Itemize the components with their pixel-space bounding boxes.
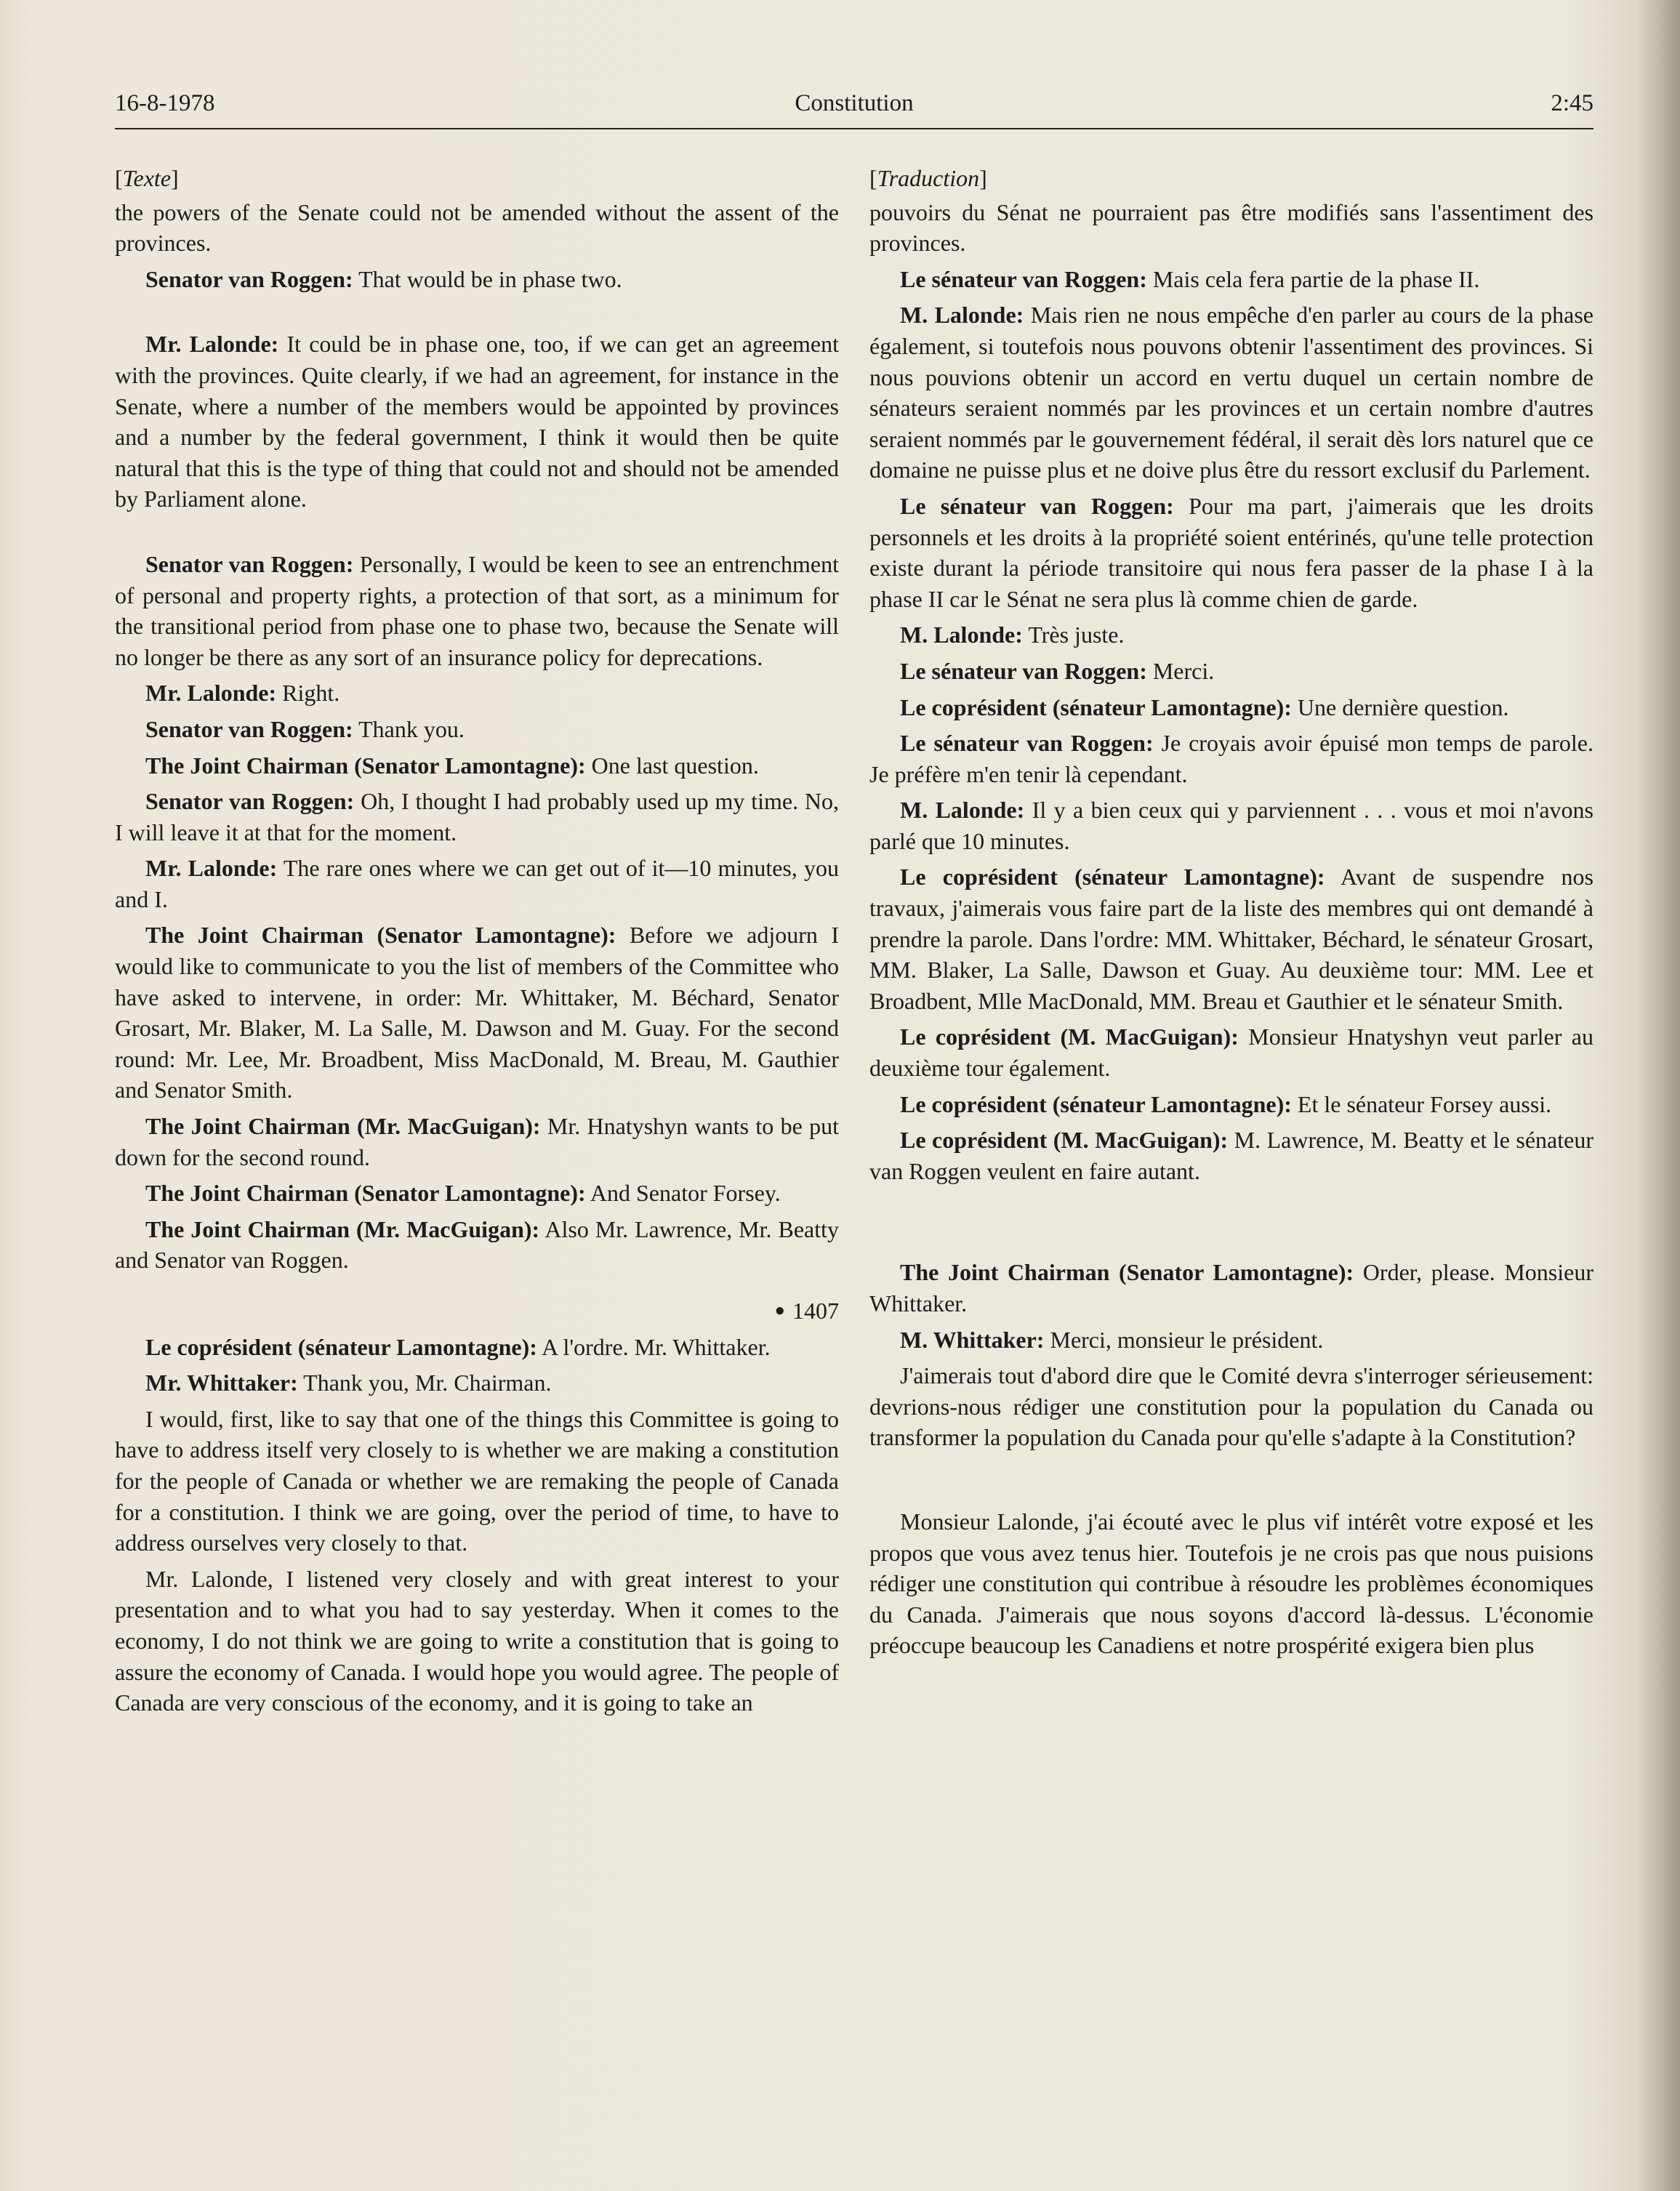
bullet-icon: ● bbox=[774, 1301, 785, 1320]
paragraph bbox=[869, 1089, 1593, 1120]
paragraph bbox=[869, 861, 1593, 1016]
speaker: The Joint Chairman (Senator Lamontagne): bbox=[145, 752, 586, 779]
speaker: The Joint Chairman (Mr. MacGuigan): bbox=[145, 1113, 541, 1140]
paragraph bbox=[115, 549, 839, 672]
speaker: Le coprésident (sénateur Lamontagne): bbox=[900, 864, 1325, 891]
right-column bbox=[869, 163, 1593, 1666]
speech: That would be in phase two. bbox=[353, 265, 622, 292]
speaker: M. Whittaker: bbox=[900, 1326, 1045, 1353]
paragraph bbox=[869, 692, 1593, 723]
paragraph bbox=[115, 1214, 839, 1276]
speech: Mais rien ne nous empêche d'en parler au cours de la phase également, si toutefois nous pouvons obtenir l'assentiment des provinces. Si nous pouvions obtenir un accord en vertu duquel un certain nombre de sénateurs seraient nommés par les provinces et un certain nombre d'autres seraient nommés par le gouvernement fédéral, il serait dès lors naturel que ce domaine ne puisse plus et ne doive plus être du ressort exclusif du Parlement. bbox=[869, 302, 1594, 483]
speaker: M. Lalonde: bbox=[900, 302, 1024, 329]
paragraph bbox=[869, 1257, 1593, 1319]
header-page-number: 2:45 bbox=[1551, 90, 1593, 116]
speech: One last question. bbox=[585, 752, 759, 779]
speech: Monsieur Hnatyshyn veut parler au deuxième tour également. bbox=[869, 1024, 1594, 1082]
paragraph: Mr. Lalonde, I listened very closely and with great interest to your presentation and to what you had to say yesterday. When it comes to the economy, I do not think we are going to write a constitution that is going to assure the economy of Canada. I would hope you would agree. The people of Canada are very conscious of the economy, and it is going to take an bbox=[115, 1565, 839, 1716]
speaker: Senator van Roggen: bbox=[145, 715, 353, 742]
header-title: Constitution bbox=[795, 90, 914, 116]
speaker: Le coprésident (sénateur Lamontagne): bbox=[145, 1333, 537, 1360]
paragraph bbox=[115, 714, 839, 745]
paragraph bbox=[115, 920, 839, 1106]
header-date: 16-8-1978 bbox=[115, 90, 215, 116]
speaker: Le coprésident (M. MacGuigan): bbox=[900, 1024, 1239, 1050]
speaker: The Joint Chairman (Senator Lamontagne): bbox=[145, 922, 616, 949]
paragraph bbox=[869, 619, 1593, 651]
speaker: Le sénateur van Roggen: bbox=[900, 730, 1154, 757]
speaker: Le coprésident (sénateur Lamontagne): bbox=[900, 1090, 1292, 1117]
speech: Avant de suspendre nos travaux, j'aimerais vous faire part de la liste des membres qui ont demandé à prendre la parole. Dans l'ordre: MM. Whittaker, Béchard, le sénateur Grosart, MM. Blaker, La Salle, Dawson et Guay. Au deuxième tour: MM. Lee et Broadbent, Mlle MacDonald, MM. Breau et Gauthier et le sénateur Smith. bbox=[869, 864, 1594, 1014]
speaker: Le coprésident (M. MacGuigan): bbox=[900, 1127, 1229, 1154]
speaker: Mr. Lalonde: bbox=[145, 331, 279, 358]
speech: Before we adjourn I would like to communicate to you the list of members of the Committee who have asked to intervene, in order: Mr. Whittaker, M. Béchard, Senator Grosart, Mr. Blaker, M. La Salle, M. Dawson and M. Guay. For the second round: Mr. Lee, Mr. Broadbent, Miss MacDonald, M. Breau, M. Gauthier and Senator Smith. bbox=[115, 922, 840, 1103]
paragraph: I would, first, like to say that one of the things this Committee is going to have to address itself very closely to is whether we are making a constitution for the people of Canada or whether we are remaking the people of Canada for a constitution. I think we are going, over the period of time, to have to address ourselves very closely to that. bbox=[115, 1405, 839, 1556]
speaker: Mr. Whittaker: bbox=[145, 1370, 298, 1396]
section-label-text: Traduction bbox=[877, 165, 980, 191]
speaker: Le sénateur van Roggen: bbox=[900, 657, 1147, 684]
speech: The rare ones where we can get out of it—10 minutes, you and I. bbox=[115, 855, 840, 912]
speech: M. Lawrence, M. Beatty et le sénateur van Roggen veulent en faire autant. bbox=[869, 1127, 1594, 1184]
paragraph bbox=[115, 678, 839, 709]
speaker: Le sénateur van Roggen: bbox=[900, 265, 1147, 292]
time-marker bbox=[115, 1295, 839, 1327]
speech: Mr. Hnatyshyn wants to be put down for the second round. bbox=[115, 1113, 840, 1170]
speaker: Senator van Roggen: bbox=[145, 265, 353, 292]
speaker: Senator van Roggen: bbox=[145, 550, 354, 577]
running-header bbox=[115, 87, 1593, 129]
speech: Also Mr. Lawrence, Mr. Beatty and Senator van Roggen. bbox=[115, 1215, 840, 1274]
paragraph bbox=[869, 299, 1593, 486]
speech: Personally, I would be keen to see an entrenchment of personal and property rights, a protection of that sort, as a minimum for the transitional period from phase one to phase two, because the Senate will no longer be there as any sort of an insurance policy for deprecations. bbox=[115, 550, 840, 670]
paragraph bbox=[115, 1367, 839, 1399]
paragraph bbox=[115, 1111, 839, 1173]
speech: Mais cela fera partie de la phase II. bbox=[1146, 265, 1480, 292]
paragraph bbox=[115, 786, 839, 848]
speaker: The Joint Chairman (Senator Lamontagne): bbox=[900, 1259, 1354, 1286]
speaker: The Joint Chairman (Senator Lamontagne): bbox=[145, 1180, 586, 1207]
speech: Right. bbox=[276, 680, 340, 707]
speech: Thank you, Mr. Chairman. bbox=[297, 1370, 552, 1396]
paragraph bbox=[115, 329, 839, 515]
speaker: Mr. Lalonde: bbox=[145, 680, 277, 707]
speech: Il y a bien ceux qui y parviennent . . . vous et moi n'avons parlé que 10 minutes. bbox=[869, 797, 1594, 854]
paragraph bbox=[869, 1021, 1593, 1083]
speech: Et le sénateur Forsey aussi. bbox=[1291, 1090, 1552, 1117]
speaker: Le coprésident (sénateur Lamontagne): bbox=[900, 694, 1292, 720]
paragraph bbox=[869, 728, 1593, 789]
paragraph bbox=[869, 264, 1593, 295]
paragraph: pouvoirs du Sénat ne pourraient pas être modifiés sans l'assentiment des provinces. bbox=[869, 198, 1593, 257]
paragraph bbox=[115, 1178, 839, 1209]
speaker: Mr. Lalonde: bbox=[145, 855, 278, 882]
section-label: [Traduction] bbox=[869, 165, 987, 191]
speech: And Senator Forsey. bbox=[585, 1180, 781, 1207]
paragraph bbox=[869, 656, 1593, 687]
speech: Je croyais avoir épuisé mon temps de parole. Je préfère m'en tenir là cependant. bbox=[869, 730, 1594, 787]
paragraph bbox=[115, 1332, 839, 1363]
paragraph: Monsieur Lalonde, j'ai écouté avec le plus vif intérêt votre exposé et les propos que vous avez tenus hier. Toutefois je ne crois pas que nous puisions rédiger une constitution qui contribue à résoudre les problèmes économiques du Canada. J'aimerais que nous soyons d'accord là-dessus. L'économie préoccupe beaucoup les Canadiens et notre prospérité exigera bien plus bbox=[869, 1508, 1593, 1659]
speech: Merci. bbox=[1146, 657, 1215, 684]
speech: It could be in phase one, too, if we can get an agreement with the provinces. Quite clearly, if we had an agreement, for instance in the Senate, where a number of the members would be appointed by provinces and a number by the federal government, I think it would then be quite natural that this is the type of thing that could not and should not be amended by Parliament alone. bbox=[115, 331, 840, 512]
paragraph bbox=[115, 264, 839, 295]
paragraph bbox=[869, 491, 1593, 614]
speaker: The Joint Chairman (Mr. MacGuigan): bbox=[145, 1215, 540, 1242]
speech: Très juste. bbox=[1022, 622, 1125, 648]
speech: Thank you. bbox=[353, 715, 465, 742]
paragraph: the powers of the Senate could not be amended without the assent of the provinces. bbox=[115, 198, 839, 257]
paragraph bbox=[115, 853, 839, 914]
speech: Oh, I thought I had probably used up my time. No, I will leave it at that for the moment. bbox=[115, 788, 840, 845]
time-marker-text: 1407 bbox=[792, 1298, 839, 1324]
speech: A l'ordre. Mr. Whittaker. bbox=[536, 1333, 771, 1360]
speaker: Senator van Roggen: bbox=[145, 788, 355, 815]
paragraph: J'aimerais tout d'abord dire que le Comité devra s'interroger sérieusement: devrions-nous rédiger une constitution pour la population du Canada ou transformer la population du Canada pour qu'elle s'adapte à la Constitution? bbox=[869, 1362, 1593, 1451]
binding-shadow bbox=[1636, 0, 1680, 2191]
speech: Une dernière question. bbox=[1291, 694, 1509, 720]
left-column bbox=[115, 163, 839, 1724]
speech: Order, please. Monsieur Whittaker. bbox=[869, 1259, 1594, 1316]
speech: Pour ma part, j'aimerais que les droits personnels et les droits à la propriété soient entérinés, qu'une telle protection existe durant la période transitoire qui nous fera passer de la phase I à la phase II car le Sénat ne sera plus là comme chien de garde. bbox=[869, 492, 1594, 612]
paragraph bbox=[869, 795, 1593, 856]
paragraph bbox=[869, 1324, 1593, 1356]
speaker: M. Lalonde: bbox=[900, 797, 1025, 824]
section-label-text: Texte bbox=[122, 165, 172, 191]
speaker: Le sénateur van Roggen: bbox=[900, 492, 1174, 519]
section-label: [Texte] bbox=[115, 165, 179, 191]
speech: Merci, monsieur le président. bbox=[1044, 1326, 1324, 1353]
paragraph bbox=[869, 1125, 1593, 1186]
speaker: M. Lalonde: bbox=[900, 622, 1023, 648]
paragraph bbox=[115, 750, 839, 781]
